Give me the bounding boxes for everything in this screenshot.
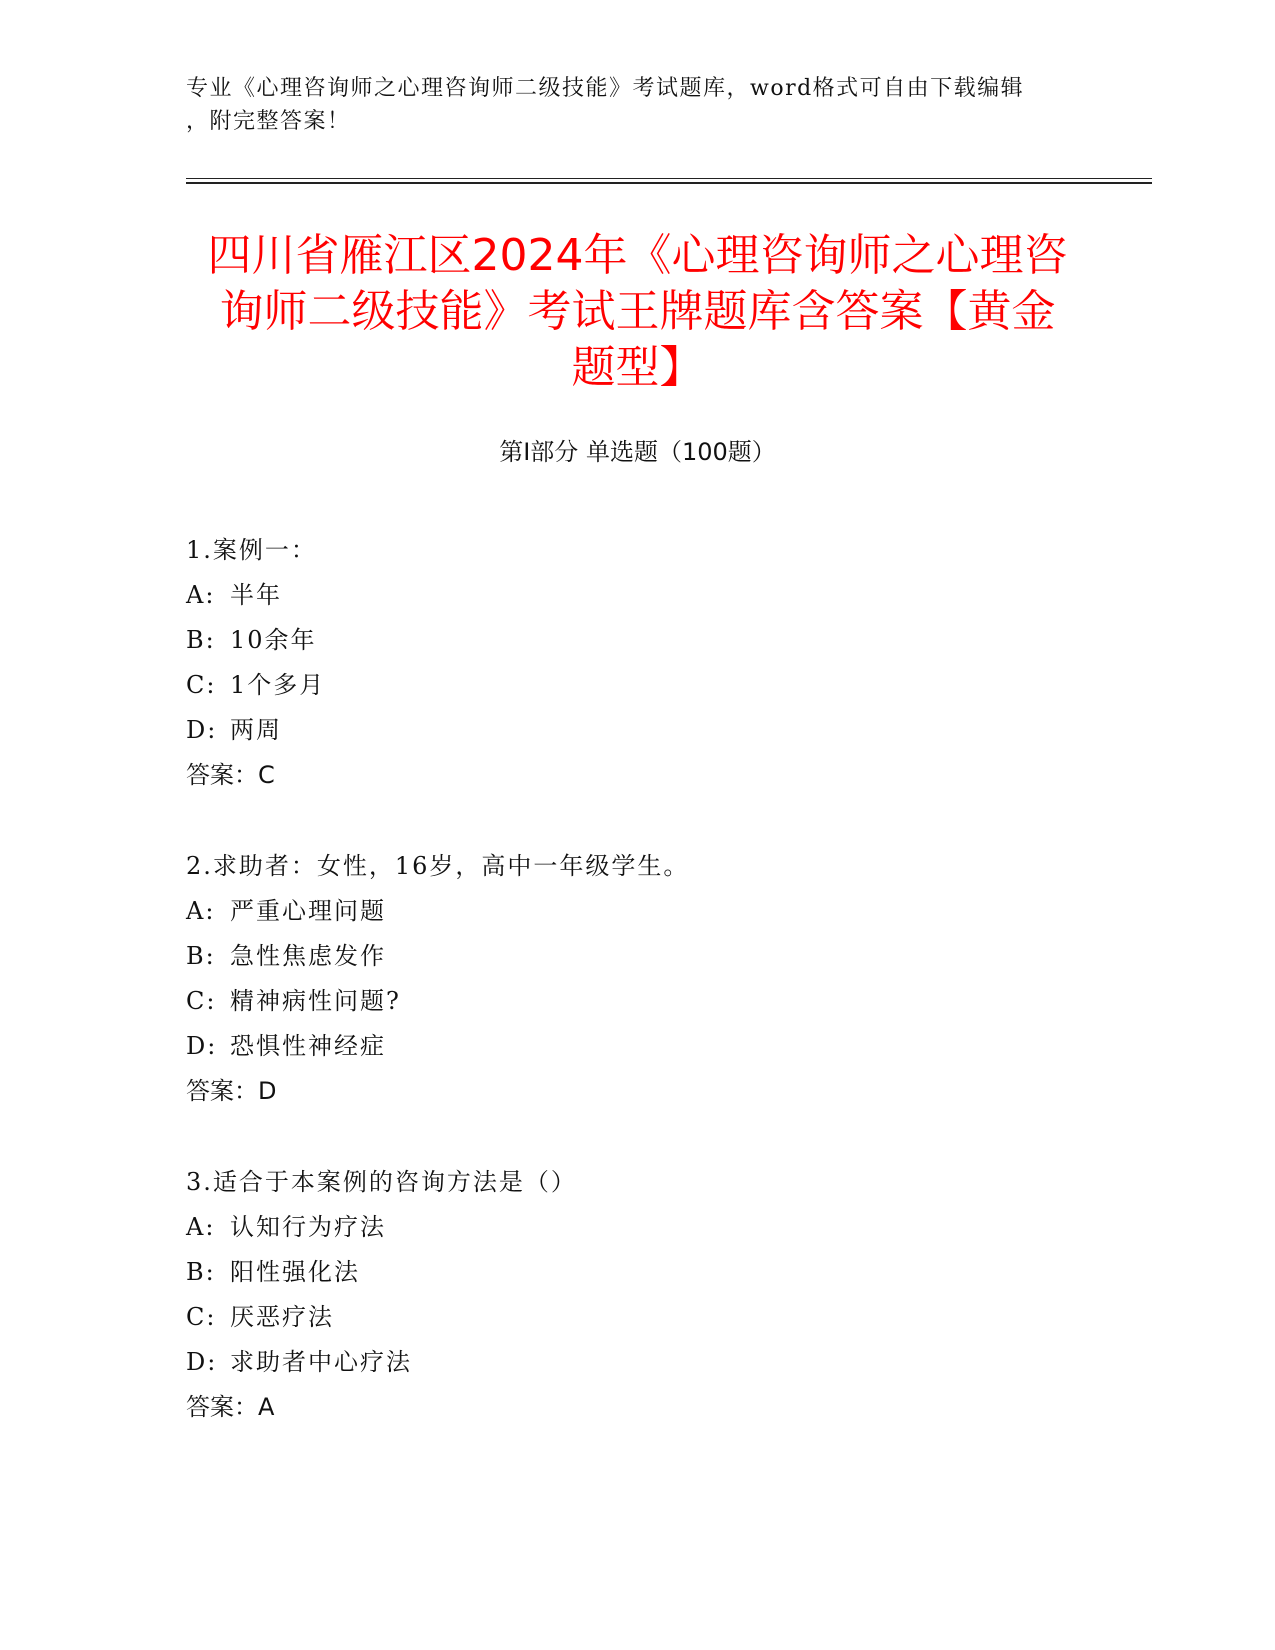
option-text: 严重心理问题 [230,897,386,925]
document-title-line: 询师二级技能》考试王牌题库含答案【黄金 [219,286,1056,337]
option-label: D: [186,1348,218,1376]
question-item [186,528,1086,798]
header-note [186,72,1086,138]
option-text: 两周 [230,716,282,744]
question-stem: 1.案例一： [186,536,317,564]
option-row [186,1024,1086,1069]
option-row [186,618,1086,663]
option-text: 求助者中心疗法 [230,1348,412,1376]
option-row [186,979,1086,1024]
document-title [150,228,1125,396]
question-item [186,1160,1086,1430]
option-label: A: [186,1213,216,1241]
option-row [186,663,1086,708]
option-label: D: [186,716,218,744]
question-stem: 2.求助者：女性，16岁，高中一年级学生。 [186,852,690,880]
option-text: 半年 [230,581,282,609]
option-text: 精神病性问题? [230,987,401,1015]
option-row [186,573,1086,618]
section-title: 第Ⅰ部分 单选题（100题） [499,438,776,466]
option-label: C: [186,987,217,1015]
header-divider-thin [186,178,1152,179]
option-row [186,1250,1086,1295]
option-label: D: [186,1032,218,1060]
document-title-line: 四川省雁江区2024年《心理咨询师之心理咨 [207,230,1068,281]
answer-line: 答案：C [186,761,275,789]
option-label: B: [186,942,216,970]
option-text: 10余年 [230,626,317,654]
option-label: C: [186,1303,217,1331]
option-text: 急性焦虑发作 [230,942,386,970]
header-divider-thick [186,182,1152,184]
option-text: 恐惧性神经症 [230,1032,386,1060]
option-row [186,934,1086,979]
option-label: B: [186,626,216,654]
option-text: 厌恶疗法 [230,1303,334,1331]
question-stem: 3.适合于本案例的咨询方法是（） [186,1168,577,1196]
question-list [186,528,1086,1476]
option-label: A: [186,581,216,609]
option-label: A: [186,897,216,925]
header-note-line: 专业《心理咨询师之心理咨询师二级技能》考试题库，word格式可自由下载编辑 [186,76,1025,101]
option-label: B: [186,1258,216,1286]
option-row [186,1205,1086,1250]
option-text: 认知行为疗法 [230,1213,386,1241]
option-text: 1个多月 [230,671,326,699]
option-row [186,1340,1086,1385]
option-row [186,889,1086,934]
question-item [186,844,1086,1114]
document-title-line: 题型】 [571,342,704,393]
option-row [186,708,1086,753]
option-row [186,1295,1086,1340]
header-note-line: ，附完整答案！ [186,109,351,134]
answer-line: 答案：D [186,1077,277,1105]
option-label: C: [186,671,217,699]
option-text: 阳性强化法 [230,1258,360,1286]
answer-line: 答案：A [186,1393,275,1421]
